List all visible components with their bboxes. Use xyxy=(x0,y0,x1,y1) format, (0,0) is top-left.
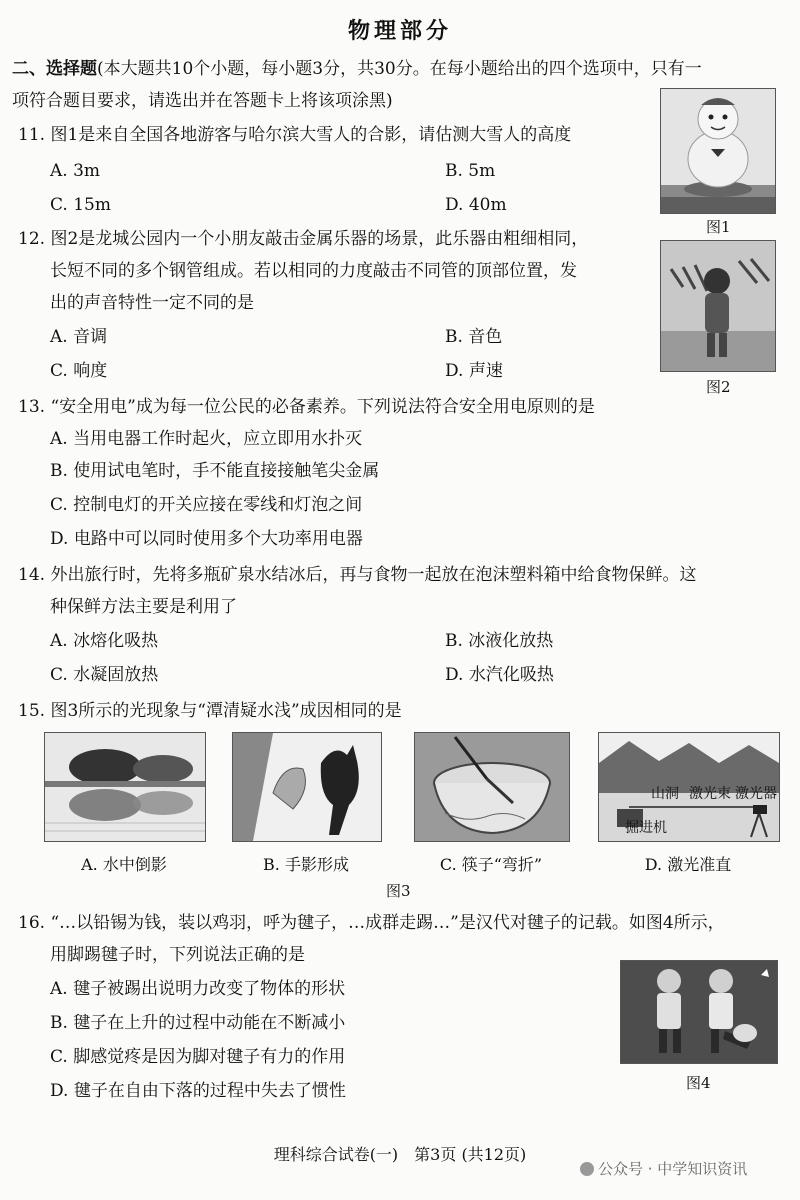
figure-2-child-instrument xyxy=(660,240,776,372)
q15-option-c: C. 筷子“弯折” xyxy=(439,855,543,874)
figure-4-caption: 图4 xyxy=(686,1074,711,1092)
figure-3b-hand-shadow xyxy=(232,732,382,842)
q16-stem-2: 用脚踢毽子时，下列说法正确的是 xyxy=(50,945,305,965)
figure-3a-reflection xyxy=(44,732,206,842)
q11-stem: 11. 图1是来自全国各地游客与哈尔滨大雪人的合影，请估测大雪人的高度 xyxy=(18,125,572,145)
q14-stem-1: 14. 外出旅行时，先将多瓶矿泉水结冰后，再与食物一起放在泡沫塑料箱中给食物保鲜。这 xyxy=(18,565,697,585)
q12-option-c: C. 响度 xyxy=(50,361,108,381)
figure-1-caption: 图1 xyxy=(706,218,731,236)
q12-option-a: A. 音调 xyxy=(50,327,108,347)
q14-stem-2: 种保鲜方法主要是利用了 xyxy=(50,597,237,617)
figure-3c-chopsticks-bowl xyxy=(414,732,570,842)
figure-4-shuttlecock-kick xyxy=(620,960,778,1064)
q16-option-b: B. 毽子在上升的过程中动能在不断减小 xyxy=(50,1013,346,1033)
watermark xyxy=(580,1158,747,1179)
page-footer: 理科综合试卷(一) 第3页 (共12页) xyxy=(273,1145,527,1164)
q13-option-b: B. 使用试电笔时，手不能直接接触笔尖金属 xyxy=(50,461,380,481)
q16-option-c: C. 脚感觉疼是因为脚对毽子有力的作用 xyxy=(50,1047,346,1067)
q16-stem-1: 16. “…以铅锡为钱，装以鸡羽，呼为毽子，…成群走踢…”是汉代对毽子的记载。如图4所示， xyxy=(18,913,725,933)
q12-stem-3: 出的声音特性一定不同的是 xyxy=(50,293,254,313)
q12-stem-1: 12. 图2是龙城公园内一个小朋友敲击金属乐器的场景，此乐器由粗细相同， xyxy=(18,229,589,249)
laser-label-machine: 掘进机 xyxy=(625,820,667,836)
q11-option-b: B. 5m xyxy=(445,161,496,181)
laser-label-beam: 激光束 xyxy=(689,786,731,802)
q12-option-b: B. 音色 xyxy=(445,327,503,347)
q14-option-b: B. 冰液化放热 xyxy=(445,631,554,651)
laser-label-tunnel: 山洞 xyxy=(651,786,679,802)
q16-option-a: A. 毽子被踢出说明力改变了物体的形状 xyxy=(50,979,346,999)
q11-option-c: C. 15m xyxy=(50,195,111,215)
q14-option-c: C. 水凝固放热 xyxy=(50,665,159,685)
figure-3d-laser-tunnel xyxy=(598,732,780,842)
q15-option-d: D. 激光准直 xyxy=(644,855,732,874)
q12-option-d: D. 声速 xyxy=(445,361,503,381)
q14-option-d: D. 水汽化吸热 xyxy=(445,665,554,685)
figure-2-caption: 图2 xyxy=(706,378,731,396)
q11-option-d: D. 40m xyxy=(445,195,507,215)
section-header xyxy=(12,58,702,80)
q12-stem-2: 长短不同的多个钢管组成。若以相同的力度敲击不同管的顶部位置，发 xyxy=(50,261,577,281)
section-label: 二、选择题 xyxy=(12,59,97,79)
q13-option-a: A. 当用电器工作时起火，应立即用水扑灭 xyxy=(50,429,363,449)
laser-label-laser: 激光器 xyxy=(735,786,777,802)
wechat-icon xyxy=(580,1162,594,1176)
q15-option-a: A. 水中倒影 xyxy=(81,855,167,874)
q13-option-d: D. 电路中可以同时使用多个大功率用电器 xyxy=(50,529,363,549)
q15-option-b: B. 手影形成 xyxy=(263,855,349,874)
figure-3-caption: 图3 xyxy=(386,882,411,900)
figure-1-snowman xyxy=(660,88,776,214)
page-title: 物理部分 xyxy=(347,18,452,44)
section-desc-1: (本大题共10个小题，每小题3分，共30分。在每小题给出的四个选项中，只有一 xyxy=(97,59,702,79)
q16-option-d: D. 毽子在自由下落的过程中失去了惯性 xyxy=(50,1081,346,1101)
watermark-text: 公众号 · 中学知识资讯 xyxy=(598,1160,748,1178)
q14-option-a: A. 冰熔化吸热 xyxy=(50,631,159,651)
q11-option-a: A. 3m xyxy=(50,161,101,181)
section-desc-2: 项符合题目要求，请选出并在答题卡上将该项涂黑) xyxy=(12,91,393,111)
q13-option-c: C. 控制电灯的开关应接在零线和灯泡之间 xyxy=(50,495,363,515)
q15-stem: 15. 图3所示的光现象与“潭清疑水浅”成因相同的是 xyxy=(18,701,402,721)
q13-stem: 13. “安全用电”成为每一位公民的必备素养。下列说法符合安全用电原则的是 xyxy=(18,397,595,417)
